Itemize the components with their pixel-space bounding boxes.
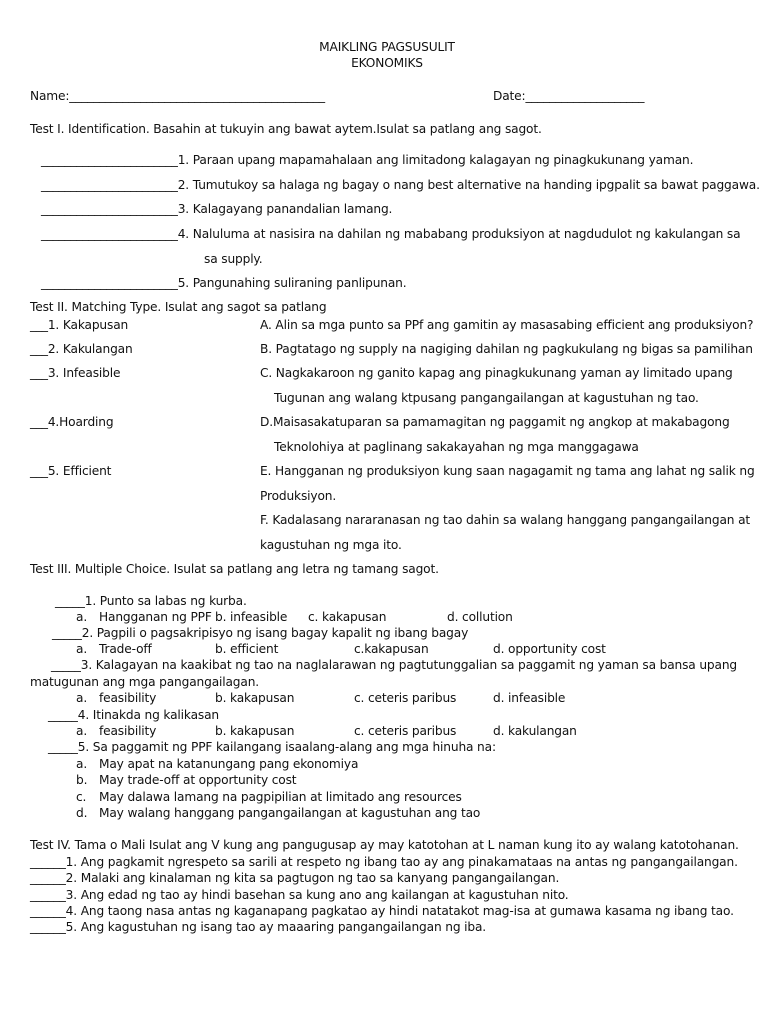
mc-option: Hangganan ng PPF (99, 610, 212, 624)
mc-question-3: _____3. Kalagayan na kaakibat ng tao na naglalarawan ng pagtutunggalian sa paggamit ng yaman sa bansa upang (51, 658, 737, 672)
mc-option: Trade-off (99, 642, 152, 656)
mc-option: c. kakapusan (308, 610, 387, 624)
mc-question-5: _____5. Sa paggamit ng PPF kailangang isaalang-alang ang mga hinuha na: (48, 740, 496, 754)
mc-option: b. kakapusan (215, 724, 295, 738)
mc-question-1: _____1. Punto sa labas ng kurba. (55, 594, 247, 608)
mc-option-letter: a. (76, 757, 88, 771)
date-field: Date:____________________ (493, 89, 645, 103)
mc-option: May walang hanggang pangangailangan at kagustuhan ang tao (99, 806, 481, 820)
mc-option-letter: b. (76, 773, 88, 787)
match-definition: D.Maisasakatuparan sa pamamagitan ng paggamit ng angkop at makabagong (260, 415, 730, 429)
name-field: Name:___________________________________________ (30, 89, 325, 103)
test3-instruction: Test III. Multiple Choice. Isulat sa patlang ang letra ng tamang sagot. (30, 562, 439, 576)
true-false-item: ______2. Malaki ang kinalaman ng kita sa pagtugon ng tao sa kanyang pangangailangan. (30, 871, 560, 885)
mc-option-letter: c. (76, 790, 87, 804)
mc-option-letter: a. (76, 642, 88, 656)
mc-option: b. infeasible (215, 610, 288, 624)
test1-item: _______________________4. Naluluma at nasisira na dahilan ng mababang produksiyon at nagdudulot ng kakulangan sa (41, 227, 741, 241)
mc-option-letter: a. (76, 610, 88, 624)
mc-question-3-continuation: matugunan ang mga pangangailagan. (30, 675, 260, 689)
quiz-title: MAIKLING PAGSUSULIT (319, 40, 455, 54)
mc-option: b. kakapusan (215, 691, 295, 705)
mc-option: feasibility (99, 724, 157, 738)
match-definition-continuation: Produksiyon. (260, 489, 337, 503)
mc-option: c.kakapusan (354, 642, 429, 656)
test1-item: _______________________5. Pangunahing suliraning panlipunan. (41, 276, 407, 290)
true-false-item: ______1. Ang pagkamit ngrespeto sa sarili at respeto ng ibang tao ay ang pinakamataas na antas ng pangangailangan. (30, 855, 738, 869)
match-definition-continuation: Tugunan ang walang ktpusang pangangailangan at kagustuhan ng tao. (274, 391, 699, 405)
match-definition: A. Alin sa mga punto sa PPf ang gamitin ay masasabing efficient ang produksiyon? (260, 318, 754, 332)
mc-question-4: _____4. Itinakda ng kalikasan (48, 708, 219, 722)
mc-option: May apat na katanungang pang ekonomiya (99, 757, 359, 771)
true-false-item: ______4. Ang taong nasa antas ng kaganapang pagkatao ay hindi natatakot mag-isa at gumawa kasama ng ibang tao. (30, 904, 734, 918)
true-false-item: ______3. Ang edad ng tao ay hindi basehan sa kung ano ang kailangan at kagustuhan nito. (30, 888, 569, 902)
mc-option: feasibility (99, 691, 157, 705)
test1-item: _______________________1. Paraan upang mapamahalaan ang limitadong kalagayan ng pinagkukunang yaman. (41, 153, 694, 167)
mc-option-letter: a. (76, 691, 88, 705)
match-definition: C. Nagkakaroon ng ganito kapag ang pinagkukunang yaman ay limitado upang (260, 366, 733, 380)
mc-option: b. efficient (215, 642, 279, 656)
mc-option: May dalawa lamang na pagpipilian at limitado ang resources (99, 790, 462, 804)
mc-option: d. opportunity cost (493, 642, 606, 656)
match-definition: F. Kadalasang nararanasan ng tao dahin sa walang hanggang pangangailangan at (260, 513, 751, 527)
test4-instruction: Test IV. Tama o Mali Isulat ang V kung ang pangugusap ay may katotohan at L naman kung ito ay walang katotohanan. (30, 838, 739, 852)
test1-instruction: Test I. Identification. Basahin at tukuyin ang bawat aytem.Isulat sa patlang ang sagot. (30, 122, 542, 136)
mc-option: c. ceteris paribus (354, 691, 457, 705)
match-term: ___2. Kakulangan (30, 342, 133, 356)
true-false-item: ______5. Ang kagustuhan ng isang tao ay maaaring pangangailangan ng iba. (30, 920, 486, 934)
test1-item: _______________________2. Tumutukoy sa halaga ng bagay o nang best alternative na handing ipgpalit sa bawat paggawa. (41, 178, 760, 192)
test2-instruction: Test II. Matching Type. Isulat ang sagot sa patlang (30, 300, 327, 314)
match-definition-continuation: kagustuhan ng mga ito. (260, 538, 402, 552)
match-definition: E. Hangganan ng produksiyon kung saan nagagamit ng tama ang lahat ng salik ng (260, 464, 755, 478)
quiz-subject: EKONOMIKS (351, 56, 423, 70)
mc-option: d. collution (447, 610, 513, 624)
mc-option: d. infeasible (493, 691, 566, 705)
match-definition: B. Pagtatago ng supply na nagiging dahilan ng pagkukulang ng bigas sa pamilihan (260, 342, 753, 356)
mc-option: May trade-off at opportunity cost (99, 773, 297, 787)
mc-option: c. ceteris paribus (354, 724, 457, 738)
mc-question-2: _____2. Pagpili o pagsakripisyo ng isang bagay kapalit ng ibang bagay (52, 626, 469, 640)
mc-option: d. kakulangan (493, 724, 577, 738)
match-term: ___4.Hoarding (30, 415, 114, 429)
mc-option-letter: a. (76, 724, 88, 738)
match-term: ___5. Efficient (30, 464, 112, 478)
match-term: ___3. Infeasible (30, 366, 121, 380)
test1-item: _______________________3. Kalagayang panandalian lamang. (41, 202, 393, 216)
mc-option-letter: d. (76, 806, 88, 820)
match-definition-continuation: Teknolohiya at paglinang sakakayahan ng mga manggagawa (274, 440, 639, 454)
test1-item-continuation: sa supply. (204, 252, 263, 266)
match-term: ___1. Kakapusan (30, 318, 129, 332)
